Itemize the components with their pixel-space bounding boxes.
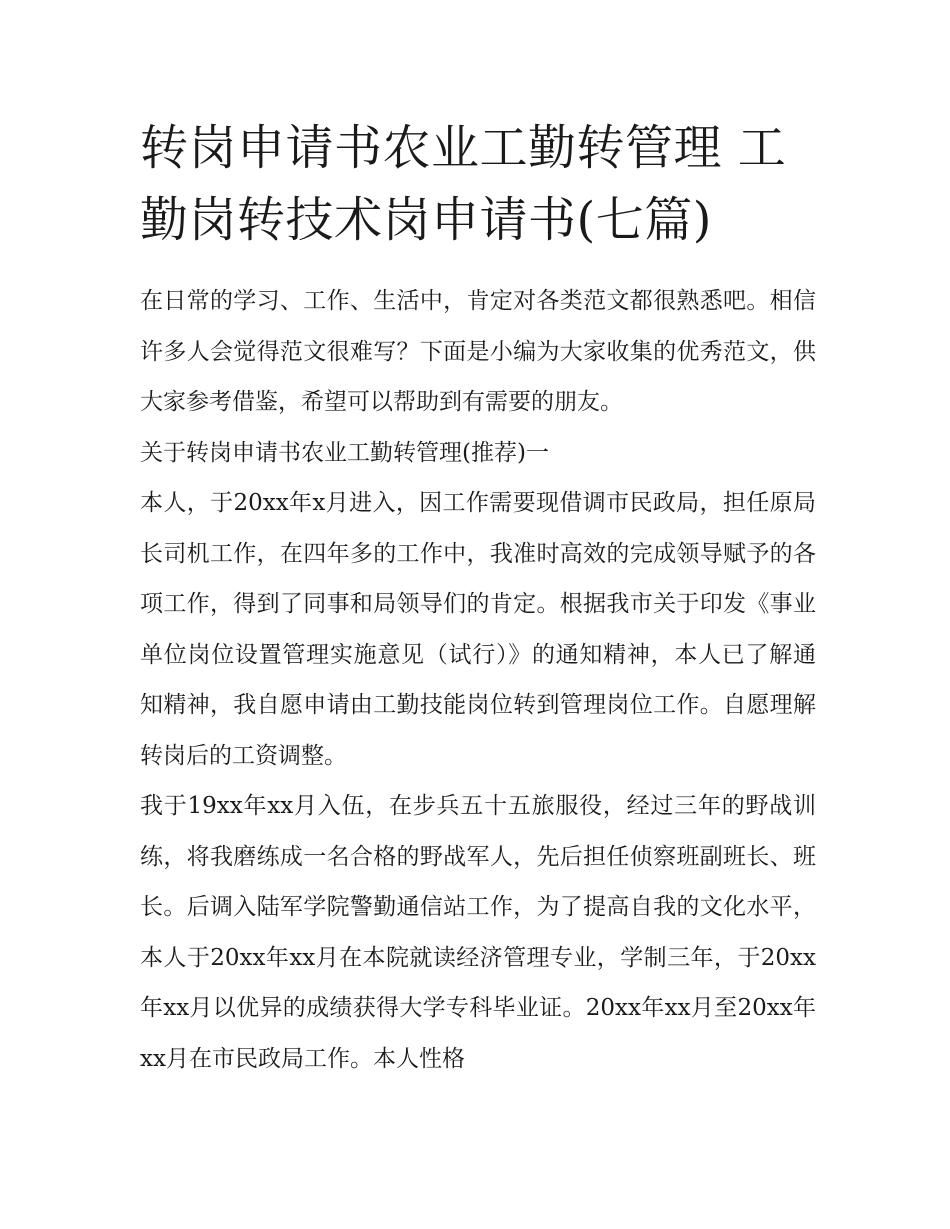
intro-paragraph: 在日常的学习、工作、生活中，肯定对各类范文都很熟悉吧。相信许多人会觉得范文很难写？下面是小编为大家收集的优秀范文，供大家参考借鉴，希望可以帮助到有需要的朋友。 (140, 288, 816, 415)
body-paragraph: 我于19xx年xx月入伍，在步兵五十五旅服役，经过三年的野战训练，将我磨练成一名合格的野战军人，先后担任侦察班副班长、班长。后调入陆军学院警勤通信站工作，为了提高自我的文化水平，本人于20xx年xx月在本院就读经济管理专业，学制三年，于20xx年xx月以优异的成绩获得大学专科毕业证。20xx年xx月至20xx年xx月在市民政局工作。本人性格 (140, 793, 816, 1072)
body-paragraph: 本人，于20xx年x月进入，因工作需要现借调市民政局，担任原局长司机工作，在四年多的工作中，我准时高效的完成领导赋予的各项工作，得到了同事和局领导们的肯定。根据我市关于印发《事业单位岗位设置管理实施意见（试行）》的通知精神，本人已了解通知精神，我自愿申请由工勤技能岗位转到管理岗位工作。自愿理解转岗后的工资调整。 (140, 490, 816, 769)
document-title: 转岗申请书农业工勤转管理 工勤岗转技术岗申请书(七篇) (140, 120, 787, 248)
document-body (140, 276, 816, 1084)
section-heading: 关于转岗申请书农业工勤转管理(推荐)一 (140, 439, 549, 466)
